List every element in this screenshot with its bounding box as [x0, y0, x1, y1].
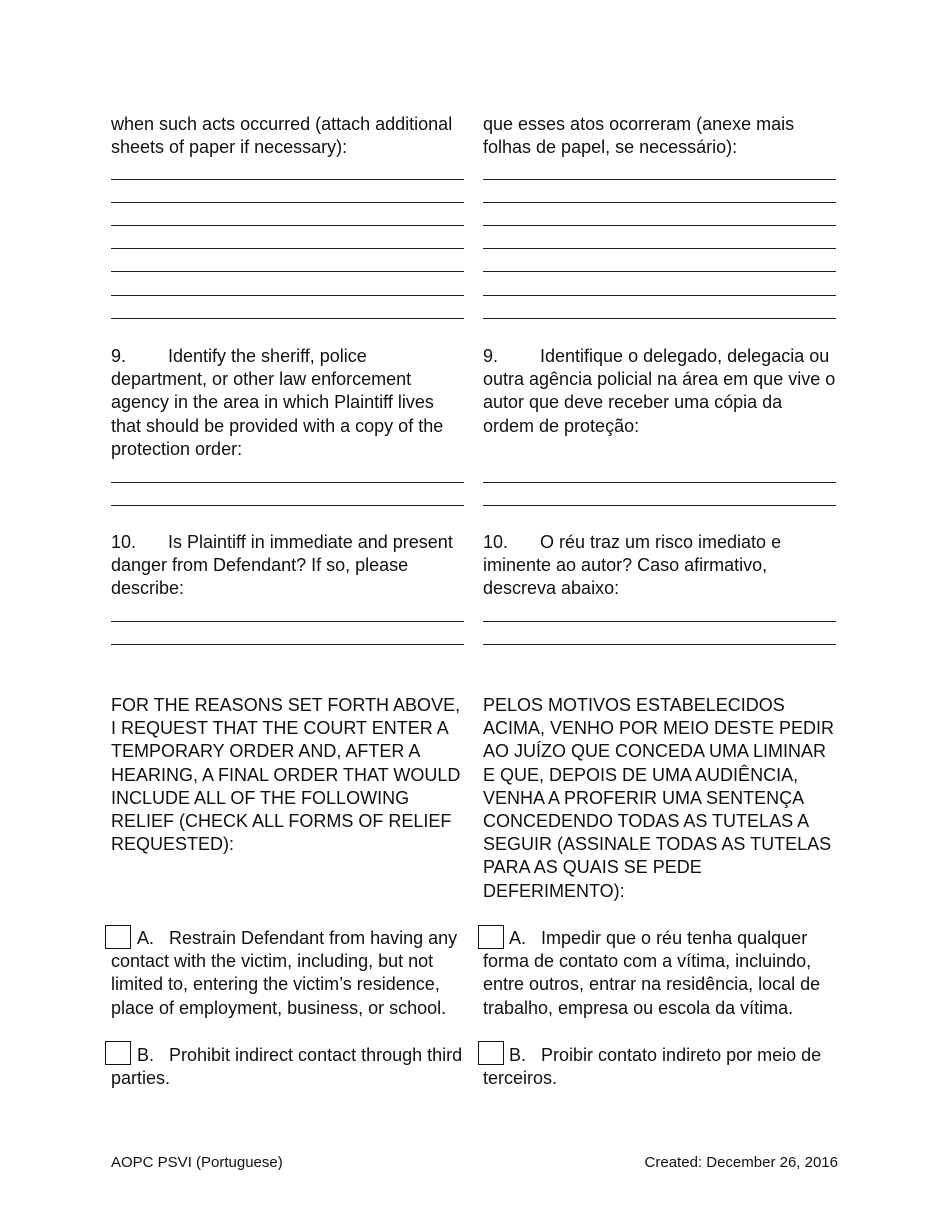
answer-line[interactable]	[111, 179, 464, 180]
answer-line[interactable]	[483, 225, 836, 226]
answer-line[interactable]	[111, 318, 464, 319]
relief-request-pt: PELOS MOTIVOS ESTABELECIDOS ACIMA, VENHO POR MEIO DESTE PEDIR AO JUÍZO QUE CONCEDA UMA LIMINAR E QUE, DEPOIS DE UMA AUDIÊNCIA, VENHA A PROFERIR UMA SENTENÇA CONCEDENDO TODAS AS TUTELAS A SEGUIR (ASSINALE TODAS AS TUTELAS PARA AS QUAIS SE PEDE DEFERIMENTO):	[483, 695, 835, 901]
relief-a-text-en: Restrain Defendant from having any contact with the victim, including, but not limited to, entering the victim’s residence, place of employment, business, or school.	[111, 928, 458, 1018]
section-10-text-pt: O réu traz um risco imediato e iminente ao autor? Caso afirmativo, descreva abaixo:	[483, 532, 782, 599]
relief-b-pt	[483, 1044, 838, 1090]
footer-created-date: Created: December 26, 2016	[644, 1154, 838, 1171]
relief-letter: A.	[137, 928, 155, 948]
section-10-answer-line[interactable]	[483, 644, 836, 645]
answer-line[interactable]	[111, 248, 464, 249]
answer-line[interactable]	[483, 248, 836, 249]
section-10-pt	[483, 531, 838, 601]
relief-request-en: FOR THE REASONS SET FORTH ABOVE, I REQUEST THAT THE COURT ENTER A TEMPORARY ORDER AND, AFTER A HEARING, A FINAL ORDER THAT WOULD INCLUDE ALL OF THE FOLLOWING RELIEF (CHECK ALL FORMS OF RELIEF REQUESTED):	[111, 695, 461, 855]
section-8-text-pt: que esses atos ocorreram (anexe mais folhas de papel, se necessário):	[483, 114, 795, 158]
section-number: 10.	[483, 532, 509, 552]
section-9-text-pt: Identifique o delegado, delegacia ou outra agência policial na área em que vive o autor que deve receber uma cópia da ordem de proteção:	[483, 346, 836, 436]
section-10-en	[111, 531, 466, 601]
section-9-answer-line[interactable]	[111, 482, 464, 483]
section-number: 10.	[111, 532, 137, 552]
section-8-text-en: when such acts occurred (attach additional sheets of paper if necessary):	[111, 114, 453, 158]
relief-a-text-pt: Impedir que o réu tenha qualquer forma de contato com a vítima, incluindo, entre outros, entrar na residência, local de trabalho, empresa ou escola da vítima.	[483, 928, 821, 1018]
answer-line[interactable]	[483, 295, 836, 296]
relief-letter: B.	[137, 1045, 155, 1065]
section-number: 9.	[483, 346, 499, 366]
section-9-answer-line[interactable]	[483, 505, 836, 506]
answer-line[interactable]	[111, 202, 464, 203]
relief-a-en	[111, 927, 471, 1020]
relief-letter: B.	[509, 1045, 527, 1065]
footer-form-id: AOPC PSVI (Portuguese)	[111, 1154, 283, 1171]
section-10-answer-line[interactable]	[111, 644, 464, 645]
answer-line[interactable]	[483, 271, 836, 272]
answer-line[interactable]	[111, 271, 464, 272]
relief-b-text-en: Prohibit indirect contact through third parties.	[111, 1045, 463, 1089]
section-9-pt	[483, 345, 838, 438]
relief-letter: A.	[509, 928, 527, 948]
section-9-answer-line[interactable]	[483, 482, 836, 483]
section-9-text-en: Identify the sheriff, police department, or other law enforcement agency in the area in which Plaintiff lives that should be provided with a copy of the protection order:	[111, 346, 444, 459]
section-number: 9.	[111, 346, 127, 366]
section-9-en	[111, 345, 466, 461]
relief-b-en	[111, 1044, 466, 1090]
section-10-text-en: Is Plaintiff in immediate and present danger from Defendant? If so, please describe:	[111, 532, 453, 599]
answer-line[interactable]	[483, 202, 836, 203]
answer-line[interactable]	[483, 179, 836, 180]
relief-a-pt	[483, 927, 838, 1020]
relief-b-text-pt: Proibir contato indireto por meio de terceiros.	[483, 1045, 822, 1089]
answer-line[interactable]	[111, 295, 464, 296]
answer-line[interactable]	[111, 225, 464, 226]
section-10-answer-line[interactable]	[483, 621, 836, 622]
answer-line[interactable]	[483, 318, 836, 319]
section-9-answer-line[interactable]	[111, 505, 464, 506]
section-10-answer-line[interactable]	[111, 621, 464, 622]
